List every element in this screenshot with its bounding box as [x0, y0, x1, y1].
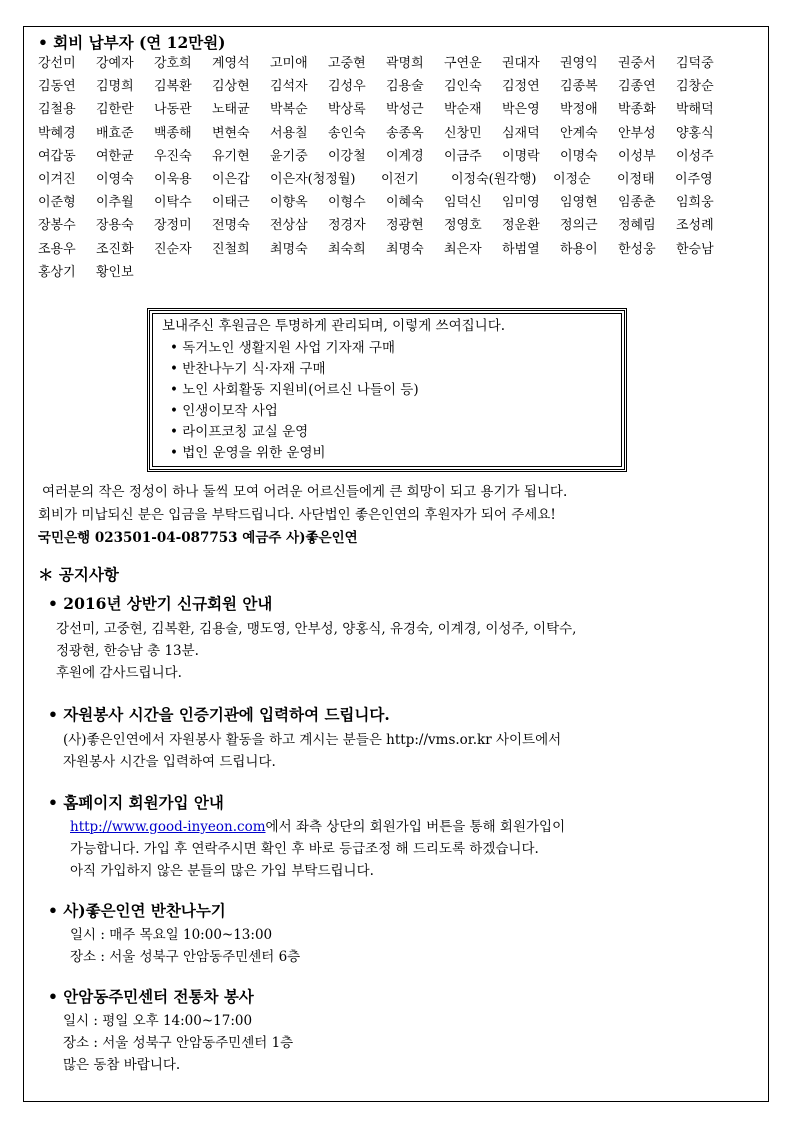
- donor-name: 박상록: [328, 102, 366, 118]
- new-members-line: 강선미, 고중현, 김복환, 김용술, 맹도영, 안부성, 양홍식, 유경숙, 이계경, 이성주, 이탁수,: [56, 621, 577, 637]
- donor-name: 김성우: [328, 79, 366, 95]
- donor-name: 최은자: [444, 241, 482, 257]
- donor-name: 이전기: [381, 171, 419, 187]
- donor-name: 이강철: [328, 148, 366, 164]
- donor-name: 김용술: [386, 79, 424, 95]
- appeal-line-2: 회비가 미납되신 분은 입금을 부탁드립니다. 사단법인 좋은인연의 후원자가 되어 주세요!: [38, 507, 556, 523]
- volunteer-title: • 자원봉사 시간을 인증기관에 입력하여 드립니다.: [48, 705, 390, 724]
- donor-name: 정경자: [328, 218, 366, 234]
- donor-name: 조성례: [676, 218, 714, 234]
- donor-name: 장용숙: [96, 218, 134, 234]
- donor-name: 송인숙: [328, 125, 366, 141]
- donor-name: 장봉수: [38, 218, 76, 234]
- donor-name: 이추월: [96, 195, 134, 211]
- donor-row: [38, 147, 758, 170]
- donor-name: 이태근: [212, 195, 250, 211]
- usage-item: • 라이프코칭 교실 운영: [170, 424, 309, 440]
- donor-name: 안계숙: [560, 125, 598, 141]
- donor-name: 김인숙: [444, 79, 482, 95]
- donor-name: 변현숙: [212, 125, 250, 141]
- donor-name: 이금주: [444, 148, 482, 164]
- donor-name: 김종복: [560, 79, 598, 95]
- new-members-line: 후원에 감사드립니다.: [56, 665, 182, 681]
- donor-name: 박복순: [270, 102, 308, 118]
- donor-name: 장정미: [154, 218, 192, 234]
- side-dish-time: 일시 : 매주 목요일 10:00~13:00: [70, 927, 273, 943]
- new-members-line: 정광현, 한승남 총 13분.: [56, 643, 199, 659]
- donor-name: 진철희: [212, 241, 250, 257]
- donor-name: 박정애: [560, 102, 598, 118]
- donor-name: 김복환: [154, 79, 192, 95]
- donor-name: 강예자: [96, 56, 134, 71]
- donor-name: 정광현: [386, 218, 424, 234]
- donor-name: 박종화: [618, 102, 656, 118]
- donors-title: • 회비 납부자 (연 12만원): [38, 33, 226, 52]
- volunteer-line: 자원봉사 시간을 입력하여 드립니다.: [63, 754, 276, 770]
- donor-name: 최명숙: [270, 241, 308, 257]
- donor-name: 김종연: [618, 79, 656, 95]
- donor-name: 김석자: [270, 79, 308, 95]
- donor-name: 임덕신: [444, 195, 482, 211]
- donor-name: 홍상기: [38, 264, 76, 280]
- donor-name: 이은갑: [212, 171, 250, 187]
- donor-name: 이형수: [328, 195, 366, 211]
- donor-name: 박해덕: [676, 102, 714, 118]
- donor-name: 권중서: [618, 56, 656, 71]
- tea-service-time: 일시 : 평일 오후 14:00~17:00: [63, 1013, 253, 1029]
- donor-name: 임미영: [502, 195, 540, 211]
- donor-row: [38, 77, 758, 100]
- side-dish-title: • 사)좋은인연 반찬나누기: [48, 901, 226, 920]
- donor-name: 이향옥: [270, 195, 308, 211]
- donor-name: 정영호: [444, 218, 482, 234]
- donor-name: 구연운: [444, 56, 482, 71]
- donor-row: [38, 240, 758, 263]
- donor-name: 배효준: [96, 125, 134, 141]
- homepage-line-1-text: 에서 좌측 상단의 회원가입 버튼을 통해 회원가입이: [265, 819, 566, 835]
- donor-row: [38, 170, 758, 193]
- donor-name: 이영숙: [96, 171, 134, 187]
- donor-name: 최명숙: [386, 241, 424, 257]
- donor-name: 정의근: [560, 218, 598, 234]
- donor-name: 이성부: [618, 148, 656, 164]
- donor-name: 조진화: [96, 241, 134, 257]
- donor-name: 임영현: [560, 195, 598, 211]
- donor-name: 하범열: [502, 241, 540, 257]
- donor-name: 최숙희: [328, 241, 366, 257]
- donor-name: 김정연: [502, 79, 540, 95]
- donor-name: 이정순: [553, 171, 591, 187]
- donor-name: 이겨진: [38, 171, 76, 187]
- donor-name: 백종해: [154, 125, 192, 141]
- donor-row: [38, 216, 758, 239]
- donor-name: 심재덕: [502, 125, 540, 141]
- donor-name: 이명숙: [560, 148, 598, 164]
- donor-name: 이주영: [675, 171, 713, 187]
- donor-name: 노태균: [212, 102, 250, 118]
- donor-name: 정혜림: [618, 218, 656, 234]
- homepage-line: 가능합니다. 가입 후 연락주시면 확인 후 바로 등급조정 해 드리도록 하겠습니다.: [70, 841, 539, 857]
- donor-name: 이욱용: [154, 171, 192, 187]
- homepage-title: • 홈페이지 회원가입 안내: [48, 793, 224, 812]
- donor-name: 김덕중: [676, 56, 714, 71]
- side-dish-place: 장소 : 서울 성북구 안암동주민센터 6층: [70, 949, 301, 965]
- donor-name: 이성주: [676, 148, 714, 164]
- donor-name: 황인보: [96, 264, 134, 280]
- donor-row: [38, 263, 758, 286]
- donor-name: 이명락: [502, 148, 540, 164]
- donor-row: [38, 124, 758, 147]
- usage-item: • 독거노인 생활지원 사업 기자재 구매: [170, 340, 396, 356]
- usage-item: • 인생이모작 사업: [170, 403, 278, 419]
- homepage-link[interactable]: http://www.good-inyeon.com: [70, 819, 266, 835]
- bank-account: 국민은행 023501-04-087753 예금주 사)좋은인연: [38, 530, 358, 546]
- donor-name: 여한균: [96, 148, 134, 164]
- donor-name: 송종옥: [386, 125, 424, 141]
- donor-name: 김한란: [96, 102, 134, 118]
- tea-service-place: 장소 : 서울 성북구 안암동주민센터 1층: [63, 1035, 294, 1051]
- donor-name: 권영익: [560, 56, 598, 71]
- donor-name: 곽명희: [386, 56, 424, 71]
- donor-name: 이계경: [386, 148, 424, 164]
- donor-name: 하용이: [560, 241, 598, 257]
- donor-name: 고중현: [328, 56, 366, 71]
- donor-name: 조용우: [38, 241, 76, 257]
- donor-name: 전명숙: [212, 218, 250, 234]
- donor-name: 이탁수: [154, 195, 192, 211]
- donor-name: 이준형: [38, 195, 76, 211]
- donor-name: 한성웅: [618, 241, 656, 257]
- tea-service-closing: 많은 동참 바랍니다.: [63, 1057, 181, 1073]
- donor-row: [38, 193, 758, 216]
- donor-name: 김상현: [212, 79, 250, 95]
- donor-name: 한승남: [676, 241, 714, 257]
- donor-name: 김동연: [38, 79, 76, 95]
- tea-service-title: • 안암동주민센터 전통차 봉사: [48, 987, 254, 1006]
- donor-name: 이은자(청정월): [270, 171, 356, 187]
- donor-name: 강선미: [38, 56, 76, 71]
- donor-name: 강호희: [154, 56, 192, 71]
- notice-title: ＊ 공지사항: [38, 565, 119, 584]
- homepage-line-1: [70, 817, 565, 837]
- volunteer-line: (사)좋은인연에서 자원봉사 활동을 하고 계시는 분들은 http://vms.or.kr 사이트에서: [63, 732, 562, 748]
- usage-intro: 보내주신 후원금은 투명하게 관리되며, 이렇게 쓰여집니다.: [162, 318, 506, 334]
- donor-name: 김철용: [38, 102, 76, 118]
- donor-name: 양홍식: [676, 125, 714, 141]
- donor-name: 임희웅: [676, 195, 714, 211]
- donor-name: 신창민: [444, 125, 482, 141]
- donor-name: 박성근: [386, 102, 424, 118]
- donor-name: 전상삼: [270, 218, 308, 234]
- donor-name: 이정태: [617, 171, 655, 187]
- donor-name: 유기현: [212, 148, 250, 164]
- donor-name: 이정숙(원각행): [451, 171, 537, 187]
- donor-name: 김명희: [96, 79, 134, 95]
- appeal-line-1: 여러분의 작은 정성이 하나 둘씩 모여 어려운 어르신들에게 큰 희망이 되고 용기가 됩니다.: [42, 484, 568, 500]
- donor-name: 임종춘: [618, 195, 656, 211]
- donor-name: 윤기중: [270, 148, 308, 164]
- donor-name: 우진숙: [154, 148, 192, 164]
- donor-name: 안부성: [618, 125, 656, 141]
- donor-name: 진순자: [154, 241, 192, 257]
- donor-name: 서용칠: [270, 125, 308, 141]
- usage-item: • 법인 운영을 위한 운영비: [170, 445, 326, 461]
- new-members-title: • 2016년 상반기 신규회원 안내: [48, 594, 273, 613]
- usage-item: • 노인 사회활동 지원비(어르신 나들이 등): [170, 382, 419, 398]
- donor-name: 나동관: [154, 102, 192, 118]
- donor-name: 고미애: [270, 56, 308, 71]
- donor-row: [38, 100, 758, 123]
- donor-name: 박은영: [502, 102, 540, 118]
- donor-name: 박혜경: [38, 125, 76, 141]
- donation-usage-box: [147, 308, 627, 472]
- donor-name: 박순재: [444, 102, 482, 118]
- donor-name: 김창순: [676, 79, 714, 95]
- donor-name: 계영석: [212, 56, 250, 71]
- donor-name: 이혜숙: [386, 195, 424, 211]
- donor-name-grid: [38, 54, 758, 286]
- donor-name: 정운환: [502, 218, 540, 234]
- donor-name: 여갑동: [38, 148, 76, 164]
- donor-name: 권대자: [502, 56, 540, 71]
- homepage-line: 아직 가입하지 않은 분들의 많은 가입 부탁드립니다.: [70, 863, 374, 879]
- usage-item: • 반찬나누기 식·자재 구매: [170, 361, 326, 377]
- donor-row: [38, 54, 758, 77]
